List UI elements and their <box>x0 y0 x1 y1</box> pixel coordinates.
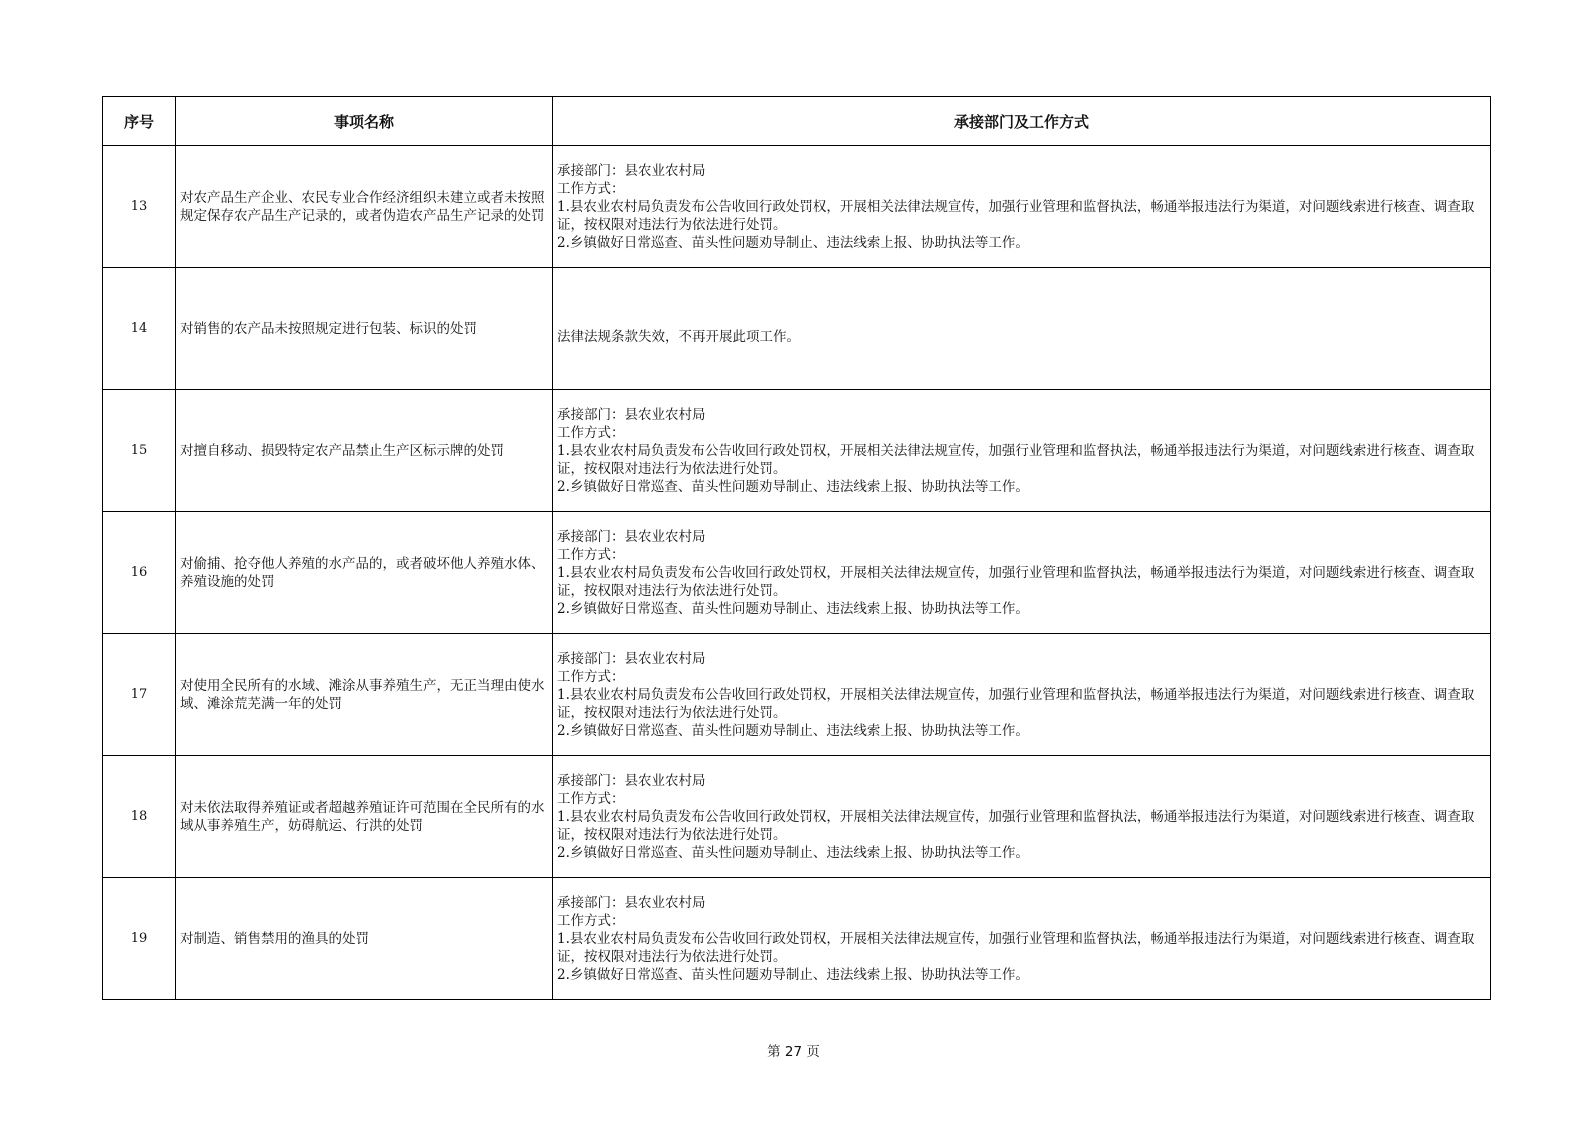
method-label: 工作方式： <box>557 790 625 807</box>
matters-table <box>102 96 1491 1000</box>
row-dept-method <box>553 146 1491 268</box>
method-item-2: 2.乡镇做好日常巡查、苗头性问题劝导制止、违法线索上报、协助执法等工作。 <box>557 966 1029 983</box>
method-item-1: 1.县农业农村局负责发布公告收回行政处罚权，开展相关法律法规宣传，加强行业管理和监督执法，畅通举报违法行为渠道，对问题线索进行核查、调查取证，按权限对违法行为依法进行处罚。 <box>557 930 1475 965</box>
method-item-2: 2.乡镇做好日常巡查、苗头性问题劝导制止、违法线索上报、协助执法等工作。 <box>557 234 1029 251</box>
method-item-1: 1.县农业农村局负责发布公告收回行政处罚权，开展相关法律法规宣传，加强行业管理和监督执法，畅通举报违法行为渠道，对问题线索进行核查、调查取证，按权限对违法行为依法进行处罚。 <box>557 686 1475 721</box>
method-item-1: 1.县农业农村局负责发布公告收回行政处罚权，开展相关法律法规宣传，加强行业管理和监督执法，畅通举报违法行为渠道，对问题线索进行核查、调查取证，按权限对违法行为依法进行处罚。 <box>557 564 1475 599</box>
row-dept-method <box>553 878 1491 1000</box>
method-label: 工作方式： <box>557 424 625 441</box>
row-dept-method <box>553 756 1491 878</box>
table-row <box>103 268 1491 390</box>
row-dept-method <box>553 634 1491 756</box>
invalid-note: 法律法规条款失效，不再开展此项工作。 <box>557 328 800 345</box>
row-no: 15 <box>103 390 176 512</box>
row-matter-name: 对使用全民所有的水域、滩涂从事养殖生产，无正当理由使水域、滩涂荒芜满一年的处罚 <box>176 634 553 756</box>
row-dept-method <box>553 268 1491 390</box>
header-dept: 承接部门及工作方式 <box>553 97 1491 146</box>
method-label: 工作方式： <box>557 180 625 197</box>
row-dept-method <box>553 512 1491 634</box>
row-matter-name: 对销售的农产品未按照规定进行包装、标识的处罚 <box>176 268 553 390</box>
method-item-2: 2.乡镇做好日常巡查、苗头性问题劝导制止、违法线索上报、协助执法等工作。 <box>557 722 1029 739</box>
header-name: 事项名称 <box>176 97 553 146</box>
row-no: 19 <box>103 878 176 1000</box>
table-row <box>103 634 1491 756</box>
method-item-1: 1.县农业农村局负责发布公告收回行政处罚权，开展相关法律法规宣传，加强行业管理和监督执法，畅通举报违法行为渠道，对问题线索进行核查、调查取证，按权限对违法行为依法进行处罚。 <box>557 808 1475 843</box>
method-item-2: 2.乡镇做好日常巡查、苗头性问题劝导制止、违法线索上报、协助执法等工作。 <box>557 600 1029 617</box>
dept-line: 承接部门：县农业农村局 <box>557 528 706 545</box>
method-item-2: 2.乡镇做好日常巡查、苗头性问题劝导制止、违法线索上报、协助执法等工作。 <box>557 844 1029 861</box>
table-header-row <box>103 97 1491 146</box>
row-dept-method <box>553 390 1491 512</box>
table-row <box>103 146 1491 268</box>
dept-line: 承接部门：县农业农村局 <box>557 406 706 423</box>
table-row <box>103 756 1491 878</box>
dept-line: 承接部门：县农业农村局 <box>557 894 706 911</box>
method-item-1: 1.县农业农村局负责发布公告收回行政处罚权，开展相关法律法规宣传，加强行业管理和监督执法，畅通举报违法行为渠道，对问题线索进行核查、调查取证，按权限对违法行为依法进行处罚。 <box>557 442 1475 477</box>
row-matter-name: 对农产品生产企业、农民专业合作经济组织未建立或者未按照规定保存农产品生产记录的，或者伪造农产品生产记录的处罚 <box>176 146 553 268</box>
dept-line: 承接部门：县农业农村局 <box>557 650 706 667</box>
table-row <box>103 512 1491 634</box>
method-label: 工作方式： <box>557 912 625 929</box>
method-item-2: 2.乡镇做好日常巡查、苗头性问题劝导制止、违法线索上报、协助执法等工作。 <box>557 478 1029 495</box>
method-label: 工作方式： <box>557 668 625 685</box>
row-matter-name: 对制造、销售禁用的渔具的处罚 <box>176 878 553 1000</box>
method-label: 工作方式： <box>557 546 625 563</box>
row-no: 14 <box>103 268 176 390</box>
row-no: 13 <box>103 146 176 268</box>
dept-line: 承接部门：县农业农村局 <box>557 772 706 789</box>
row-matter-name: 对偷捕、抢夺他人养殖的水产品的，或者破坏他人养殖水体、养殖设施的处罚 <box>176 512 553 634</box>
page-number: 第 27 页 <box>767 1044 820 1060</box>
row-no: 17 <box>103 634 176 756</box>
table-row <box>103 878 1491 1000</box>
row-matter-name: 对未依法取得养殖证或者超越养殖证许可范围在全民所有的水域从事养殖生产，妨碍航运、行洪的处罚 <box>176 756 553 878</box>
row-no: 18 <box>103 756 176 878</box>
row-no: 16 <box>103 512 176 634</box>
header-no: 序号 <box>103 97 176 146</box>
row-matter-name: 对擅自移动、损毁特定农产品禁止生产区标示牌的处罚 <box>176 390 553 512</box>
table-row <box>103 390 1491 512</box>
method-item-1: 1.县农业农村局负责发布公告收回行政处罚权，开展相关法律法规宣传，加强行业管理和监督执法，畅通举报违法行为渠道，对问题线索进行核查、调查取证，按权限对违法行为依法进行处罚。 <box>557 198 1475 233</box>
dept-line: 承接部门：县农业农村局 <box>557 162 706 179</box>
